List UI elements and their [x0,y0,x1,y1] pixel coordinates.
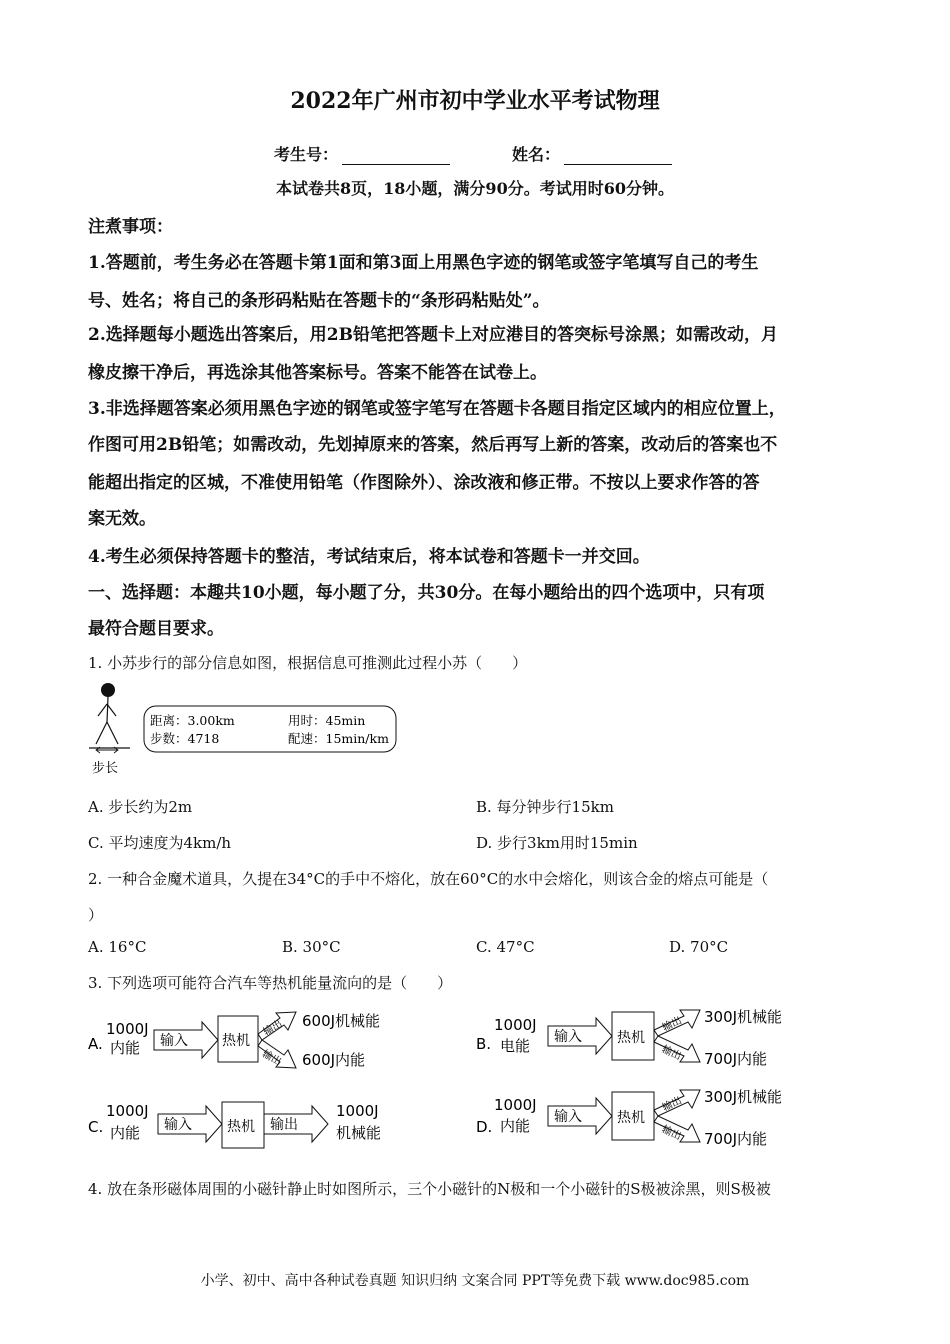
steps-text: 步数：4718 [150,731,220,746]
notice-line: 橡皮擦干净后，再选涂其他答案标号。答案不能答在试卷上。 [88,363,547,383]
section-heading-line: 一、选择题：本趣共10小题，每小题了分，共30分。在每小题给出的四个选项中，只有项 [88,583,765,603]
input-label: 输入 [164,1117,192,1133]
source-type: 电能 [500,1037,531,1055]
output-label: 输出 [261,1018,285,1039]
question-2-stem-cont: ） [88,906,104,924]
page-footer: 小学、初中、高中各种试卷真题 知识归纳 文案合同 PPT等免费下载 www.doc985.com [200,1273,750,1289]
engine-label: 热机 [617,1110,645,1126]
option-letter: D. [476,1118,493,1136]
source-energy: 1000J [494,1096,537,1114]
step-length-label: 步长 [92,761,119,776]
engine-label: 热机 [222,1033,250,1049]
q1-option-d: D. 步行3km用时15min [476,834,638,852]
notice-heading: 注煮事项： [88,217,173,237]
notice-line: 作图可用2B铅笔；如需改动，先划掉原来的答案，然后再写上新的答案，改动后的答案也不 [88,435,778,455]
energy-flow-diagram-c [84,1094,424,1154]
output-1: 1000J [336,1102,379,1120]
input-label: 输入 [554,1029,582,1045]
output-1: 300J机械能 [704,1008,783,1026]
option-letter: C. [88,1118,104,1136]
q1-option-b: B. 每分钟步行15km [476,798,614,816]
option-letter: A. [88,1035,103,1053]
notice-line: 4.考生必须保持答题卡的整洁，考试结束后，将本试卷和答题卡一并交回。 [88,547,650,567]
source-energy: 1000J [494,1016,537,1034]
q2-option-d: D. 70°C [669,938,729,956]
source-type: 内能 [500,1117,531,1135]
energy-flow-diagram-a [84,1004,404,1084]
output-2: 600J内能 [302,1051,366,1069]
exam-info: 本试卷共8页，18小题，满分90分。考试用时60分钟。 [276,179,674,198]
exam-number-field [274,142,450,165]
section-heading-line: 最符合题目要求。 [88,619,224,639]
notice-line: 3.非选择题答案必须用黑色字迹的钢笔或签字笔写在答题卡各题目指定区域内的相应位置上， [88,399,786,419]
walker-icon [89,683,130,753]
output-label: 输出 [659,1044,683,1063]
engine-label: 热机 [227,1119,255,1135]
notice-line: 能超出指定的区城，不准使用铅笔（作图除外）、涂改液和修正带。不按以上要求作答的答 [88,473,760,493]
source-energy: 1000J [106,1020,149,1038]
q2-option-b: B. 30°C [282,938,341,956]
question-3-stem: 3. 下列选项可能符合汽车等热机能量流向的是（ ） [88,974,453,992]
exam-number-label: 考生号： [274,145,339,164]
output-label: 输出 [660,1015,684,1034]
option-letter: B. [476,1035,492,1053]
q1-option-a: A. 步长约为2m [88,798,193,816]
energy-flow-diagram-b [472,1004,812,1084]
question-4-stem: 4. 放在条形磁体周围的小磁针静止时如图所示，三个小磁针的N极和一个小磁针的S极被涂黑，则S极被 [88,1180,771,1198]
output-label: 输出 [659,1124,683,1143]
walking-info-figure [86,680,406,780]
question-2-stem: 2. 一种合金魔术道具，久提在34°C的手中不熔化，放在60°C的水中会熔化，则该合金的熔点可能是（ [88,870,769,888]
time-text: 用时：45min [288,713,366,728]
output-2: 700J内能 [704,1050,768,1068]
q2-option-a: A. 16°C [88,938,147,956]
q1-option-c: C. 平均速度为4km/h [88,834,232,852]
pace-text: 配速：15min/km [288,731,389,746]
q2-option-c: C. 47°C [476,938,535,956]
output-2: 700J内能 [704,1130,768,1148]
output-label: 输出 [660,1095,684,1114]
output-2: 机械能 [336,1124,382,1142]
output-1: 300J机械能 [704,1088,783,1106]
source-type: 内能 [110,1124,141,1142]
exam-number-blank [342,148,450,165]
output-1: 600J机械能 [302,1012,381,1030]
output-label: 输出 [270,1117,298,1133]
source-energy: 1000J [106,1102,149,1120]
input-label: 输入 [160,1033,188,1049]
page-title: 2022年广州市初中学业水平考试物理 [290,88,660,114]
notice-line: 号、姓名；将自己的条形码粘贴在答题卡的“条形码粘贴处”。 [88,291,550,311]
notice-line: 1.答题前，考生务必在答题卡第1面和第3面上用黑色字迹的钢笔或签字笔填写自己的考生 [88,253,759,273]
name-field [512,142,672,165]
energy-flow-diagram-d [472,1084,812,1164]
engine-label: 热机 [617,1030,645,1046]
distance-text: 距离：3.00km [150,713,235,728]
notice-line: 案无效。 [88,509,156,529]
notice-line: 2.选择题每小题选出答案后，用2B铅笔把答题卡上对应港目的答突标号涂黑；如需改动，月 [88,325,778,345]
name-label: 姓名： [512,145,561,164]
name-blank [564,148,672,165]
source-type: 内能 [110,1039,141,1057]
question-1-stem: 1. 小苏步行的部分信息如图，根据信息可推测此过程小苏（ ） [88,654,528,672]
output-label: 输出 [260,1048,283,1069]
input-label: 输入 [554,1109,582,1125]
